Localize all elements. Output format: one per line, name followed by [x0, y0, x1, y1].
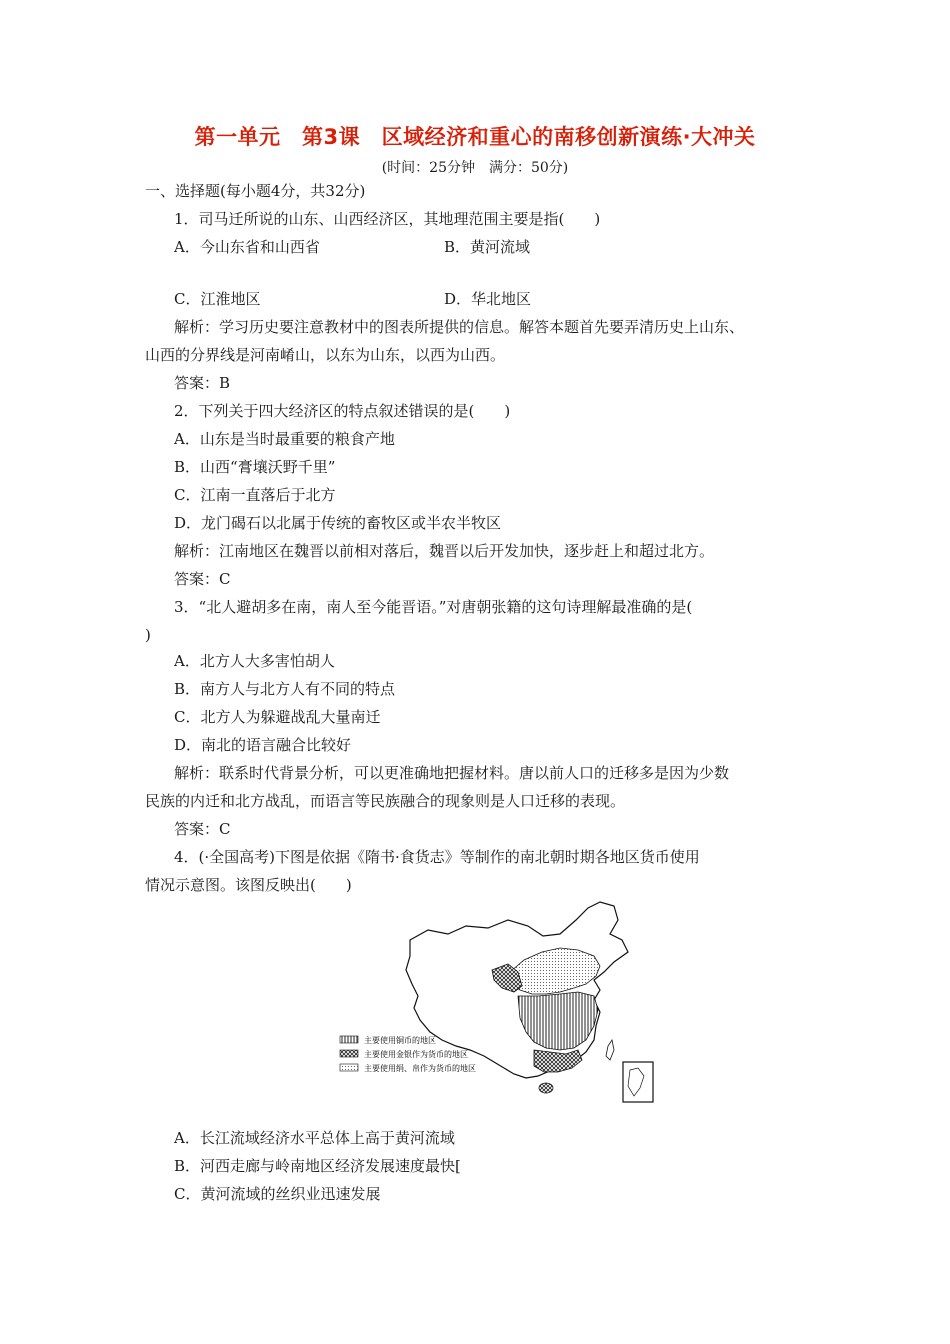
page-title: 第一单元 第3课 区域经济和重心的南移创新演练·大冲关: [194, 125, 756, 149]
legend-swatch-gold-silver: [340, 1050, 358, 1057]
q1-analysis-line-1: 解析：学习历史要注意教材中的图表所提供的信息。解答本题首先要弄清历史上山东、: [174, 318, 745, 336]
q2-option-c: C．江南一直落后于北方: [174, 486, 336, 504]
q3-option-d: D．南北的语言融合比较好: [174, 736, 352, 754]
q2-option-a: A．山东是当时最重要的粮食产地: [174, 430, 395, 448]
section-heading: 一、选择题(每小题4分，共32分): [145, 182, 366, 200]
q1-stem: 1．司马迁所说的山东、山西经济区，其地理范围主要是指( ): [174, 210, 601, 228]
taiwan-island: [606, 1040, 614, 1060]
q3-option-b: B．南方人与北方人有不同的特点: [174, 680, 396, 698]
q1-answer: 答案：B: [174, 374, 231, 392]
legend-label-gold-silver: 主要使用金银作为货币的地区: [364, 1050, 468, 1059]
time-score-note: (时间：25分钟 满分：50分): [381, 160, 569, 176]
q1-option-a: A．今山东省和山西省: [174, 238, 320, 256]
q3-analysis-line-2: 民族的内迁和北方战乱，而语言等民族融合的现象则是人口迁移的表现。: [145, 792, 626, 810]
q3-analysis-line-1: 解析：联系时代背景分析，可以更准确地把握材料。唐以前人口的迁移多是因为少数: [174, 764, 730, 782]
q4-option-c: C．黄河流域的丝织业迅速发展: [174, 1185, 381, 1203]
hainan-island: [539, 1083, 553, 1093]
legend-label-silk: 主要使用绢、帛作为货币的地区: [364, 1064, 476, 1073]
q3-stem-line-2: ): [145, 626, 151, 644]
q2-answer: 答案：C: [174, 570, 231, 588]
currency-usage-map: [338, 900, 658, 1105]
q4-stem-line-2: 情况示意图。该图反映出( ): [145, 876, 352, 894]
q3-answer: 答案：C: [174, 820, 231, 838]
q1-option-b: B．黄河流域: [444, 238, 531, 256]
q3-stem-line-1: 3．“北人避胡多在南，南人至今能晋语。”对唐朝张籍的这句诗理解最准确的是(: [174, 598, 693, 616]
legend-label-copper: 主要使用铜币的地区: [364, 1036, 436, 1045]
q4-option-b: B．河西走廊与岭南地区经济发展速度最快[: [174, 1157, 461, 1175]
region-gold-silver-south: [534, 1050, 582, 1072]
q2-analysis: 解析：江南地区在魏晋以前相对落后，魏晋以后开发加快，逐步赶上和超过北方。: [174, 542, 715, 560]
legend-swatch-copper: [340, 1036, 358, 1043]
legend-swatch-silk: [340, 1064, 358, 1071]
q1-option-c: C．江淮地区: [174, 290, 261, 308]
china-map-figure: [338, 900, 658, 1105]
q4-option-a: A．长江流域经济水平总体上高于黄河流域: [174, 1129, 455, 1147]
q1-analysis-line-2: 山西的分界线是河南崤山，以东为山东，以西为山西。: [145, 346, 506, 364]
q3-option-a: A．北方人大多害怕胡人: [174, 652, 335, 670]
q3-option-c: C．北方人为躲避战乱大量南迁: [174, 708, 381, 726]
q2-option-b: B．山西“膏壤沃野千里”: [174, 458, 336, 476]
q2-option-d: D．龙门碣石以北属于传统的畜牧区或半农半牧区: [174, 514, 502, 532]
q2-stem: 2．下列关于四大经济区的特点叙述错误的是( ): [174, 402, 511, 420]
q1-option-d: D．华北地区: [444, 290, 532, 308]
q4-stem-line-1: 4．(·全国高考)下图是依据《隋书·食货志》等制作的南北朝时期各地区货币使用: [174, 848, 700, 866]
